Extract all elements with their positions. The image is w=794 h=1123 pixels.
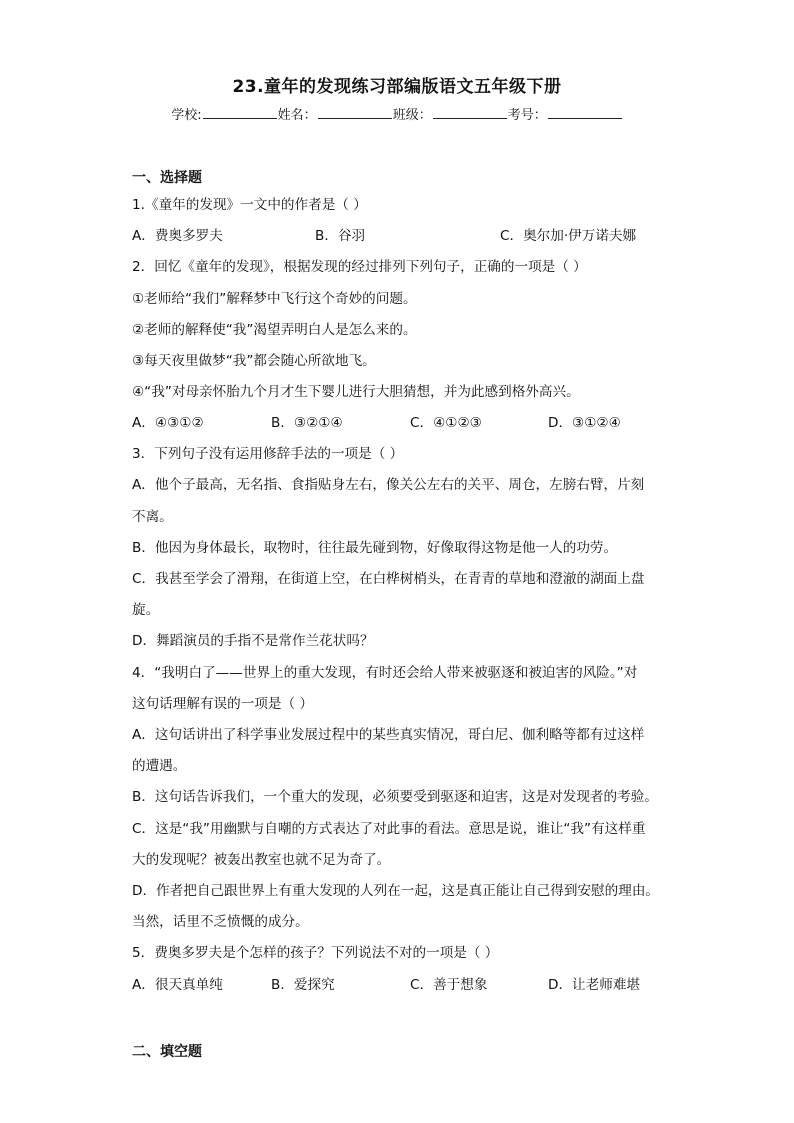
name-blank[interactable] [318, 106, 392, 119]
question-4-option-d-line-1: D．作者把自己跟世界上有重大发现的人列在一起，这是真正能让自己得到安慰的理由。 [132, 883, 660, 899]
option-b: B．爱探究 [271, 977, 335, 993]
option-c: C．④①②③ [410, 415, 482, 431]
class-blank[interactable] [433, 106, 507, 119]
question-5-stem: 5．费奥多罗夫是个怎样的孩子？下列说法不对的一项是（ ） [132, 945, 499, 961]
question-2-sentence-2: ②老师的解释使“我”渴望弄明白人是怎么来的。 [132, 322, 417, 338]
question-3-option-a-line-2: 不离。 [132, 509, 173, 525]
option-d: D．③①②④ [548, 415, 621, 431]
question-4-option-a-line-2: 的遭遇。 [132, 758, 187, 774]
question-3-option-b: B．他因为身体最长，取物时，往往最先碰到物，好像取得这物是他一人的功劳。 [132, 540, 618, 556]
school-label: 学校: [171, 108, 202, 123]
option-a: A．很天真单纯 [132, 977, 223, 993]
option-b: B．谷羽 [315, 228, 366, 244]
question-4-option-b: B．这句话告诉我们，一个重大的发现，必须要受到驱逐和迫害，这是对发现者的考验。 [132, 789, 658, 805]
class-label: 班级： [392, 108, 432, 123]
question-3-option-a-line-1: A．他个子最高，无名指、食指贴身左右，像关公左右的关平、周仓，左膀右臂，片刻 [132, 477, 645, 493]
question-4-stem-line-1: 4．“我明白了——世界上的重大发现，有时还会给人带来被驱逐和被迫害的风险。”对 [132, 665, 638, 681]
section-heading-fill-in: 二、填空题 [132, 1044, 202, 1060]
question-2-stem: 2．回忆《童年的发现》，根据发现的经过排列下列句子，正确的一项是（ ） [132, 259, 587, 275]
question-4-stem-line-2: 这句话理解有误的一项是（ ） [132, 696, 314, 712]
option-c: C．奥尔加·伊万诺夫娜 [500, 228, 637, 244]
question-1-stem: 1.《童年的发现》一文中的作者是（ ） [132, 197, 367, 213]
question-3-stem: 3．下列句子没有运用修辞手法的一项是（ ） [132, 446, 404, 462]
page-title: 23.童年的发现练习部编版语文五年级下册 [232, 77, 562, 97]
question-4-option-c-line-1: C．这是“我”用幽默与自嘲的方式表达了对此事的看法。意思是说，谁让“我”有这样重 [132, 821, 646, 837]
option-d: D．让老师难堪 [548, 977, 641, 993]
question-2-sentence-4: ④“我”对母亲怀胎九个月才生下婴儿进行大胆猜想，并为此感到格外高兴。 [132, 384, 580, 400]
question-4-option-c-line-2: 大的发现呢？被轰出教室也就不足为奇了。 [132, 852, 391, 868]
option-c: C．善于想象 [410, 977, 488, 993]
question-3-option-c-line-1: C．我甚至学会了滑翔，在街道上空，在白桦树梢头，在青青的草地和澄澈的湖面上盘 [132, 571, 645, 587]
question-2-sentence-1: ①老师给“我们”解释梦中飞行这个奇妙的问题。 [132, 291, 417, 307]
number-blank[interactable] [548, 106, 622, 119]
question-4-option-a-line-1: A．这句话讲出了科学事业发展过程中的某些真实情况，哥白尼、伽利略等都有过这样 [132, 727, 645, 743]
section-heading-choice: 一、选择题 [132, 170, 202, 186]
option-b: B．③②①④ [271, 415, 343, 431]
question-4-option-d-line-2: 当然，话里不乏愤慨的成分。 [132, 914, 309, 930]
question-3-option-d: D．舞蹈演员的手指不是常作兰花状吗？ [132, 633, 374, 649]
name-label: 姓名： [277, 108, 317, 123]
option-a: A．费奥多罗夫 [132, 228, 223, 244]
school-blank[interactable] [203, 106, 277, 119]
student-info-row [0, 104, 794, 123]
number-label: 考号： [507, 108, 547, 123]
option-a: A．④③①② [132, 415, 204, 431]
question-2-sentence-3: ③每天夜里做梦“我”都会随心所欲地飞。 [132, 353, 376, 369]
question-3-option-c-line-2: 旋。 [132, 602, 160, 618]
